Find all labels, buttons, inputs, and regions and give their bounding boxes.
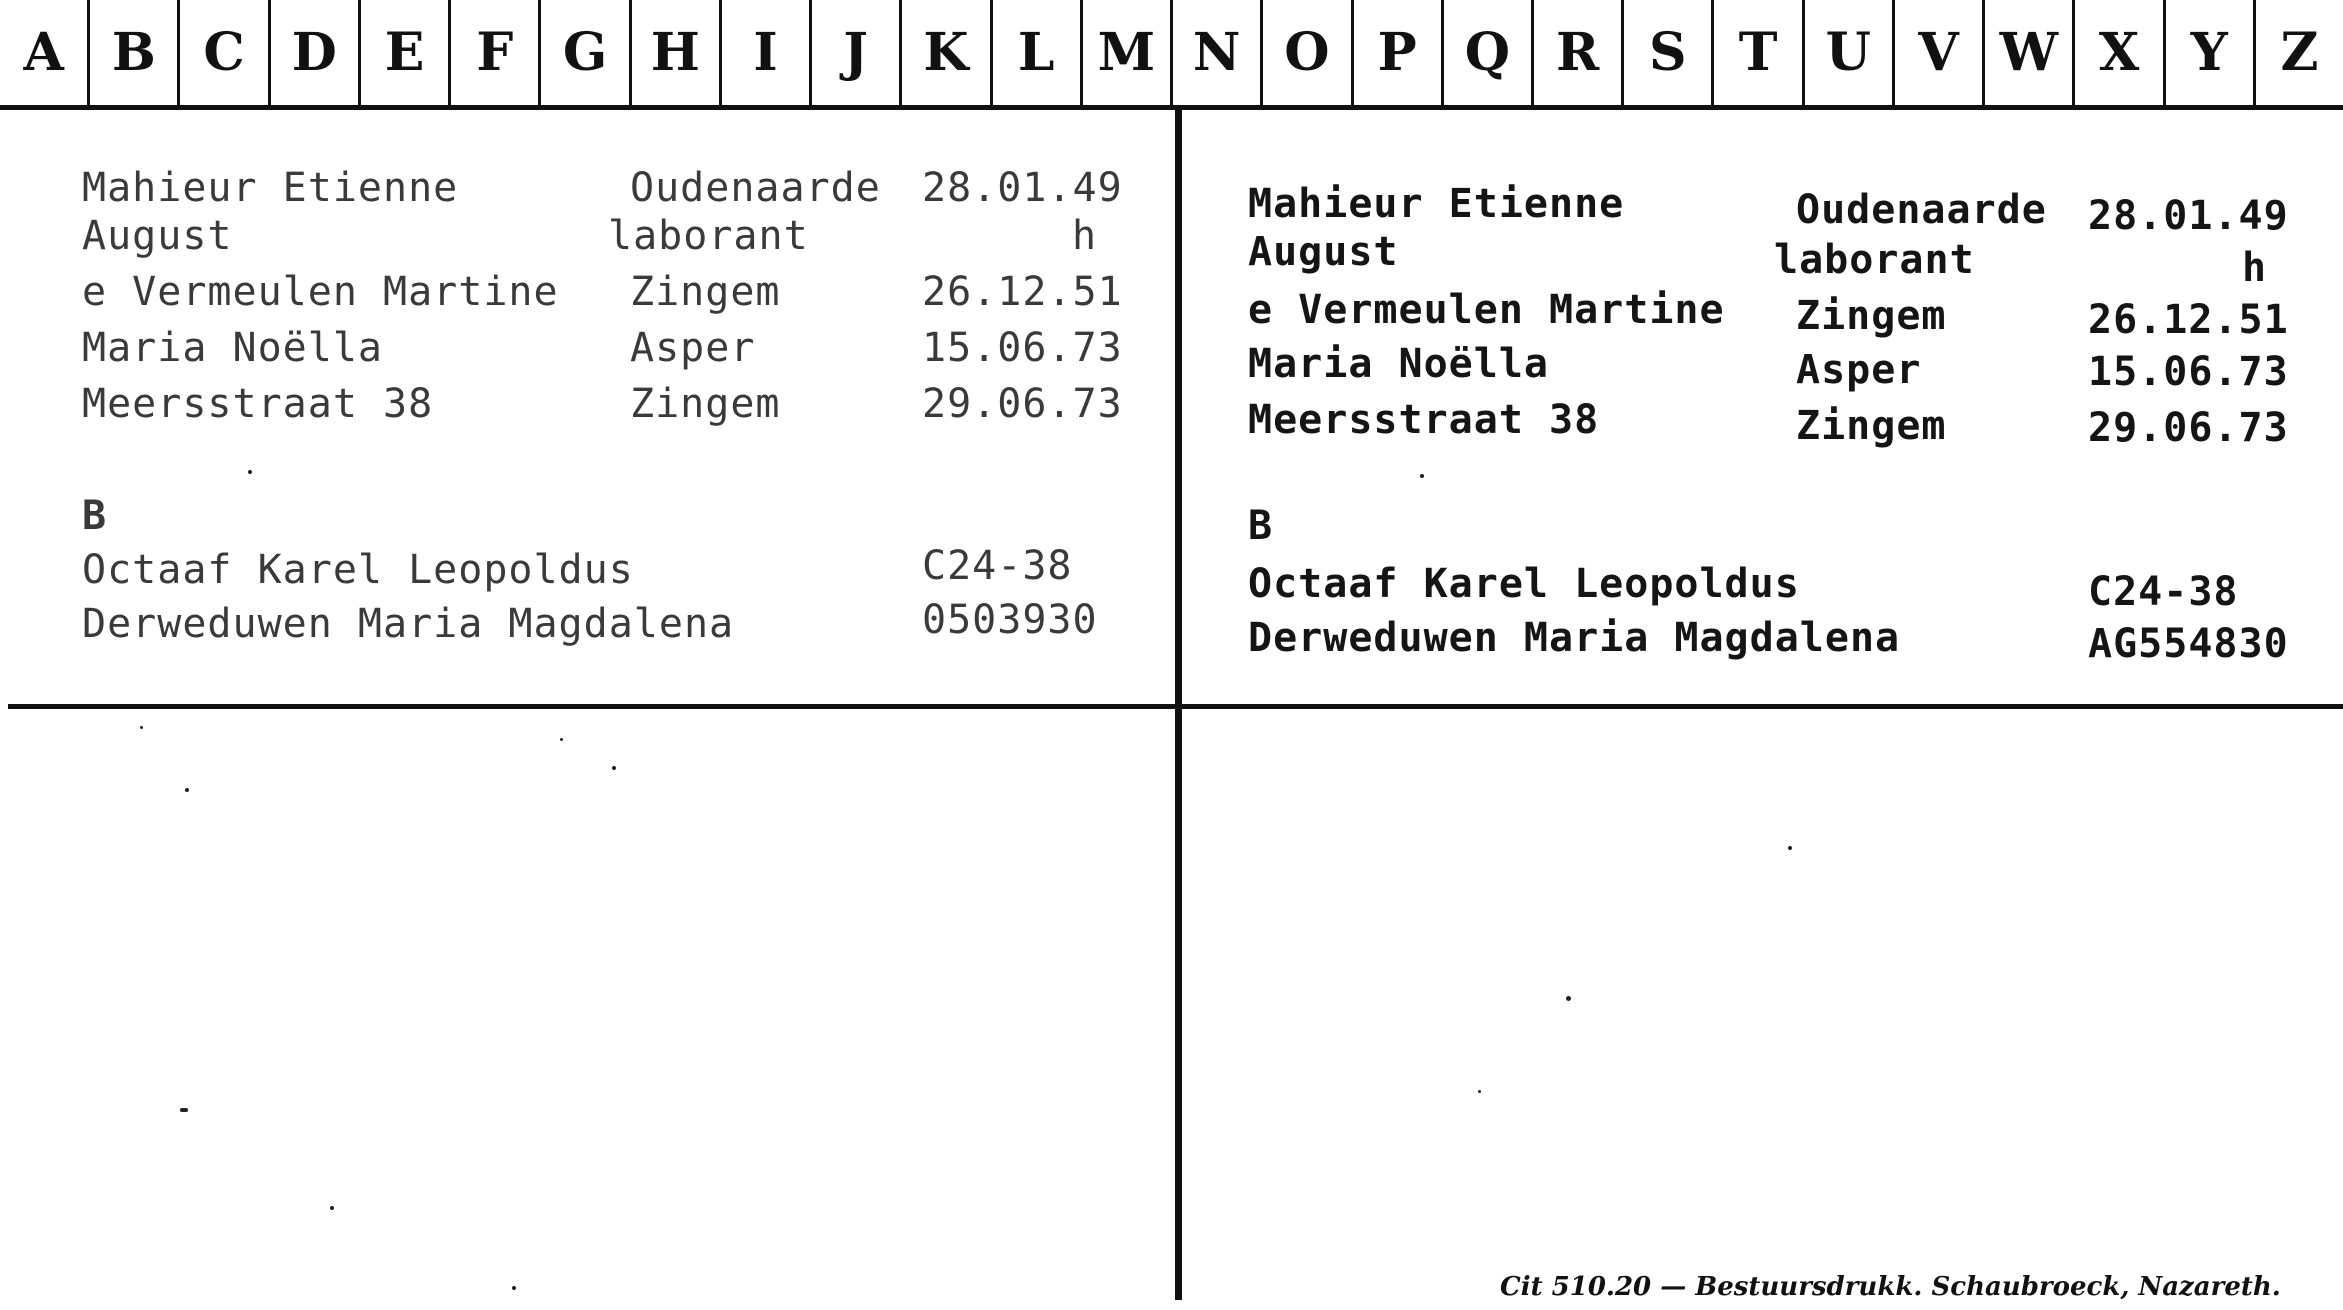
mother-name: Derweduwen Maria Magdalena — [82, 601, 735, 647]
name-line-2: August — [1248, 229, 1399, 275]
scan-speck — [140, 726, 143, 729]
address: Meersstraat 38 — [82, 381, 434, 427]
scan-speck — [1478, 1090, 1481, 1093]
mother-name: Derweduwen Maria Magdalena — [1248, 615, 1901, 661]
mark: h — [2242, 245, 2268, 291]
scan-speck — [512, 1286, 516, 1290]
scan-speck — [1566, 996, 1571, 1001]
index-letter-s: S — [1621, 0, 1711, 105]
father-name: Octaaf Karel Leopoldus — [1248, 561, 1800, 607]
place-3: Asper — [1796, 347, 1922, 393]
scan-speck — [560, 738, 563, 741]
address: Meersstraat 38 — [1248, 397, 1600, 443]
date-1: 28.01.49 — [922, 165, 1123, 211]
scan-speck — [1788, 846, 1792, 850]
occupation: laborant — [608, 213, 809, 259]
scan-speck — [612, 766, 616, 770]
scan-speck — [248, 470, 252, 474]
index-letter-z: Z — [2253, 0, 2343, 105]
index-letter-l: L — [990, 0, 1080, 105]
index-letter-g: G — [538, 0, 628, 105]
section-letter: B — [1248, 503, 1274, 549]
place-1: Oudenaarde — [1796, 187, 2047, 233]
name-line-1: Mahieur Etienne — [1248, 181, 1625, 227]
index-letter-d: D — [268, 0, 358, 105]
code-1: C24-38 — [2088, 569, 2239, 615]
spouse-line-1: e Vermeulen Martine — [1248, 287, 1725, 333]
horizontal-divider — [8, 704, 2343, 709]
printer-imprint: Cit 510.20 — Bestuursdrukk. Schaubroeck, Nazareth. — [1500, 1272, 2281, 1302]
date-1: 28.01.49 — [2088, 193, 2289, 239]
place-2: Zingem — [630, 269, 781, 315]
index-letter-q: Q — [1441, 0, 1531, 105]
index-letter-n: N — [1170, 0, 1260, 105]
index-letter-e: E — [358, 0, 448, 105]
date-2: 26.12.51 — [2088, 297, 2289, 343]
place-4: Zingem — [1796, 403, 1947, 449]
scan-speck — [180, 1108, 188, 1112]
date-3: 15.06.73 — [2088, 349, 2289, 395]
index-letter-t: T — [1711, 0, 1801, 105]
occupation: laborant — [1774, 237, 1975, 283]
date-3: 15.06.73 — [922, 325, 1123, 371]
mark: h — [1072, 213, 1098, 259]
index-letter-u: U — [1802, 0, 1892, 105]
code-2: AG554830 — [2088, 621, 2289, 667]
scan-speck — [1420, 474, 1424, 478]
date-4: 29.06.73 — [922, 381, 1123, 427]
index-letter-r: R — [1531, 0, 1621, 105]
index-letter-b: B — [87, 0, 177, 105]
place-4: Zingem — [630, 381, 781, 427]
index-letter-y: Y — [2163, 0, 2253, 105]
code-2: 0503930 — [922, 597, 1098, 643]
date-4: 29.06.73 — [2088, 405, 2289, 451]
alphabet-index-row — [0, 0, 2343, 110]
index-letter-k: K — [899, 0, 989, 105]
place-3: Asper — [630, 325, 756, 371]
place-1: Oudenaarde — [630, 165, 881, 211]
index-letter-p: P — [1351, 0, 1441, 105]
index-letter-i: I — [719, 0, 809, 105]
index-letter-f: F — [448, 0, 538, 105]
index-letter-m: M — [1080, 0, 1170, 105]
index-letter-a: A — [23, 22, 64, 83]
index-letter-h: H — [629, 0, 719, 105]
index-letter-j: J — [809, 0, 899, 105]
index-letter-o: O — [1260, 0, 1350, 105]
spouse-line-2: Maria Noëlla — [82, 325, 383, 371]
name-line-1: Mahieur Etienne — [82, 165, 459, 211]
spouse-line-2: Maria Noëlla — [1248, 341, 1549, 387]
spouse-line-1: e Vermeulen Martine — [82, 269, 559, 315]
place-2: Zingem — [1796, 293, 1947, 339]
code-1: C24-38 — [922, 543, 1073, 589]
index-letter-c: C — [177, 0, 267, 105]
index-letter-x: X — [2072, 0, 2162, 105]
date-2: 26.12.51 — [922, 269, 1123, 315]
scan-speck — [330, 1206, 334, 1210]
index-letter-w: W — [1982, 0, 2072, 105]
father-name: Octaaf Karel Leopoldus — [82, 547, 634, 593]
index-letter-v: V — [1892, 0, 1982, 105]
name-line-2: August — [82, 213, 233, 259]
section-letter: B — [82, 493, 108, 539]
scan-speck — [185, 788, 189, 792]
